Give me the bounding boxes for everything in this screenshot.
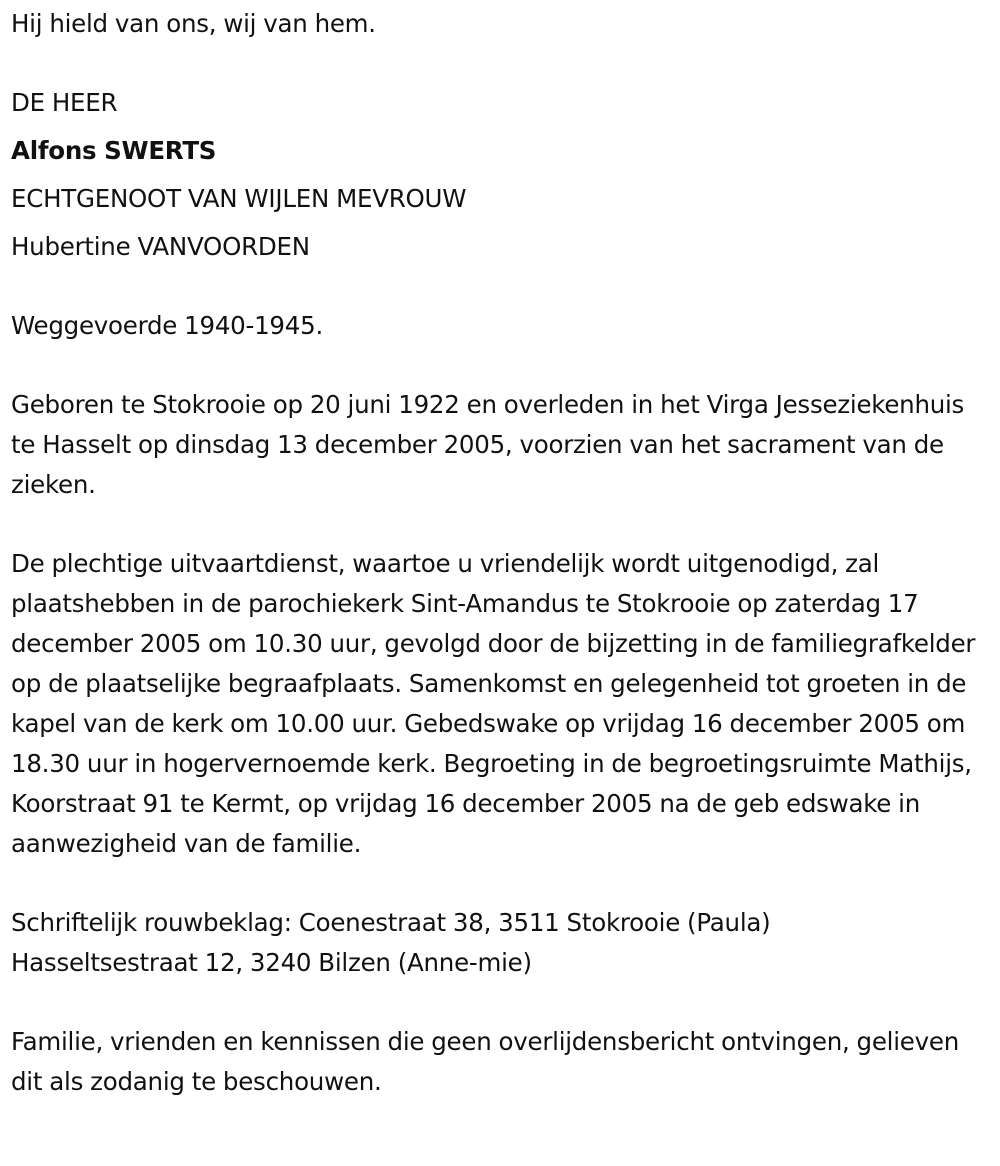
title-line: DE HEER [11, 88, 118, 117]
funeral-paragraph: De plechtige uitvaartdienst, waartoe u vriendelijk wordt uitgenodigd, zal plaatshebben in de parochiekerk Sint-Amandus te Stokrooie op zaterdag 17 december 2005 om 10.30 uur, gevolgd door de bijzetting in de familiegrafkelder op de plaatselijke begraafplaats. Samenkomst en gelegenheid tot groeten in de kapel van de kerk om 10.00 uur. Gebedswake op vrijdag 16 december 2005 om 18.30 uur in hogervernoemde kerk. Begroeting in de begroetingsruimte Mathijs, Koorstraat 91 te Kermt, op vrijdag 16 december 2005 na de geb edswake in aanwezigheid van de familie. [11, 549, 976, 858]
deported-line: Weggevoerde 1940-1945. [11, 311, 323, 340]
intro-line: Hij hield van ons, wij van hem. [11, 9, 376, 38]
closing-paragraph: Familie, vrienden en kennissen die geen overlijdensbericht ontvingen, gelieven dit als zodanig te beschouwen. [11, 1027, 959, 1096]
birth-death-paragraph: Geboren te Stokrooie op 20 juni 1922 en overleden in het Virga Jesseziekenhuis te Hasselt op dinsdag 13 december 2005, voorzien van het sacrament van de zieken. [11, 390, 965, 499]
condolence-line-2: Hasseltsestraat 12, 3240 Bilzen (Anne-mie) [11, 948, 532, 977]
obituary-text [11, 4, 993, 1102]
spouse-name: Hubertine VANVOORDEN [11, 232, 310, 261]
spouse-label: ECHTGENOOT VAN WIJLEN MEVROUW [11, 184, 467, 213]
deceased-name: Alfons SWERTS [11, 136, 217, 165]
condolence-line-1: Schriftelijk rouwbeklag: Coenestraat 38, 3511 Stokrooie (Paula) [11, 908, 771, 937]
